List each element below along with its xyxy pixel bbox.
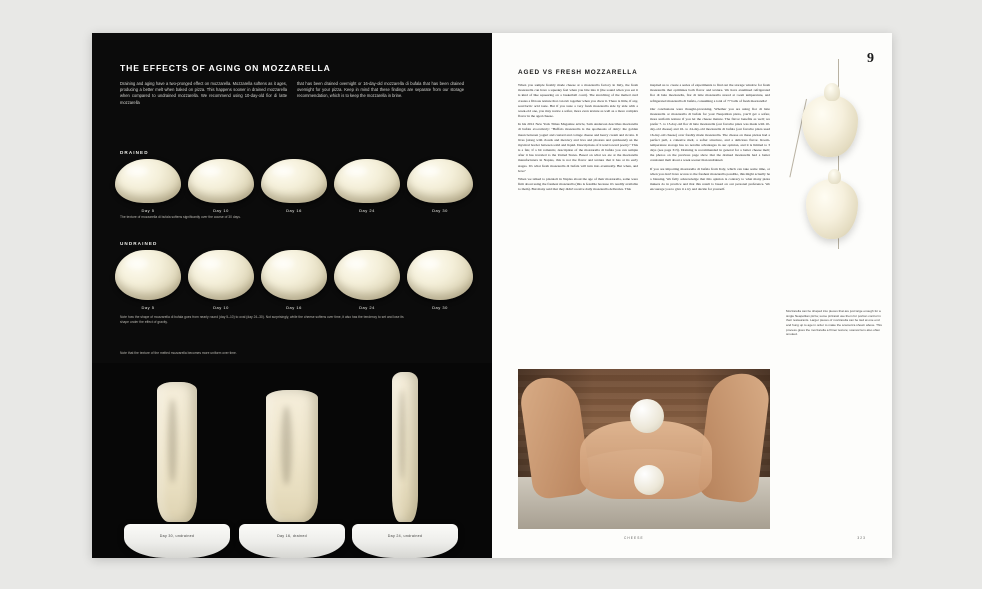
sample-cell <box>187 159 255 213</box>
mozzarella-ball-photo <box>115 250 181 300</box>
day-label: Day 16 <box>286 305 302 310</box>
mozzarella-ball-photo <box>407 250 473 300</box>
drained-sample-row <box>114 159 474 213</box>
undrained-sample-row <box>114 250 474 310</box>
scamorza-upper <box>802 95 858 157</box>
sample-cell <box>333 250 401 310</box>
mozzarella-ball-photo <box>115 159 181 203</box>
footer-chapter: CHEESE <box>624 536 644 540</box>
day-label: Day 16 <box>286 208 302 213</box>
sample-cell <box>333 159 401 213</box>
day-label: Day 10 <box>213 305 229 310</box>
day-label: Day 24 <box>359 305 375 310</box>
mozzarella-ball-photo <box>261 250 327 300</box>
bowl <box>124 524 230 558</box>
page-number: 9 <box>867 51 874 66</box>
sample-cell <box>114 250 182 310</box>
paragraph: If you are importing mozzarella di bufala from Italy, which can take some time, or when you don't have access to the freshest mozzarella possible, this might actually be a blessing. We fully acknowledge that this opinion is contrary to what many pizza makers do in practice and that this result is based on our personal preference. We encourage you to give it a try and decide for yourself. <box>650 166 770 192</box>
mozzarella-ball-photo <box>188 250 254 300</box>
side-caption: Mozzarella can be shaped into pieces that are just large enough for a single Neapolitan pizza; some pizzaioli use them for portion control in their restaurants. Larger pieces of mozzarella can be tied at one end and hung up to age in order to make the scamorza shown above. This process gives the mozzarella a firmer texture; scamorza is also often smoked. <box>786 309 882 337</box>
day-label: Day 5 <box>141 305 155 310</box>
caption-drained: The texture of mozzarella di bufala softens significantly over the course of 30 days. <box>120 215 241 219</box>
paragraph: When you sample freshly made cheese at a mozzarella factory in Italy, the fresh mozzarella can have a squeaky feel when you bite into it (the sound when you eat it is kind of like squeezing on a basketball court). The stretching of the melted curd creates a fibrous texture that can rub together when you chew it. There is little, if any, sour/lactic acid taste. But if you taste a very fresh mozzarella side by side with a week-old one, you may notice a softer, more even texture as well as a more complex flavor in the aged cheese. <box>518 83 638 119</box>
photo-mozzarella-ball-top <box>630 399 664 433</box>
bowl <box>352 524 458 558</box>
melt-sample-2 <box>237 390 347 558</box>
section-label-drained: DRAINED <box>120 150 149 155</box>
day-label: Day 5 <box>141 208 155 213</box>
melt-sample-1 <box>122 382 232 558</box>
day-label: Day 10 <box>213 208 229 213</box>
paragraph: inspired us to create a series of experiments to find out the storage window for fresh mozzarella that optimizes both flavor and texture. We have examined refrigerated fior di latte mozzarella, fior di latte mozzarella stored at room temperature, and refrigerated mozzarella di bufala, consuming a total of 77 balls of fresh mozzarella! <box>650 83 770 103</box>
left-page <box>92 33 492 558</box>
mozzarella-ball-photo <box>407 159 473 203</box>
cheese-pull-photo <box>157 382 197 522</box>
bowl-label: Day 16, drained <box>277 534 307 538</box>
photo-mozzarella-ball-bottom <box>634 465 664 495</box>
bowl <box>239 524 345 558</box>
sample-cell <box>260 159 328 213</box>
cheese-pull-photo <box>266 390 318 522</box>
left-page-header <box>120 63 464 106</box>
paragraph: In his 2012 New York Times Magazine article, Sam Anderson describes mozzarella di bufala evocatively: "Buffalo mozzarella is the apotheosis of dairy: the golden mean between yogurt and custard and cottage cheese and heavy cream and ricotta. It lives (along with clouds and mercury and lava and photons and quicksand) on the mystical border between solid and liquid. Descriptions of it tend toward poetry." This is a fair, if a bit romantic, description of the mozzarella di bufala you can sample after it has traveled to the United States. Based on what we ate at the mozzarella manufacturers in Naples, this is not the flavor and texture that it has at its early stages. It's what fresh mozzarella di bufala will turn into eventually. But when, and how? <box>518 122 638 173</box>
sample-cell <box>187 250 255 310</box>
mozzarella-ball-photo <box>334 250 400 300</box>
body-column-2 <box>650 83 770 195</box>
scamorza-lower <box>806 179 858 239</box>
right-page <box>492 33 892 558</box>
mozzarella-ball-photo <box>261 159 327 203</box>
hanging-cheese-photo <box>776 59 884 289</box>
intro-columns <box>120 81 464 106</box>
section-title: AGED VS FRESH MOZZARELLA <box>518 69 638 76</box>
caption-melt: Note that the texture of the melted mozzarella becomes more uniform over time. <box>120 351 237 355</box>
day-label: Day 30 <box>432 208 448 213</box>
page-title: THE EFFECTS OF AGING ON MOZZARELLA <box>120 63 331 73</box>
sample-cell <box>260 250 328 310</box>
melt-sample-3 <box>350 372 460 558</box>
paragraph: When we talked to pizzaioli in Naples about the age of their mozzarella, some were firm about using the freshest mozzarella (this is feasible because it's readily available to them). But many said that they didn't receive daily mozzarella deliveries. This <box>518 176 638 192</box>
day-label: Day 30 <box>432 305 448 310</box>
sample-cell <box>114 159 182 213</box>
book-spread <box>92 33 892 558</box>
intro-column-2: that has been drained overnight or 16-day-old mozzarella di bufala that has been drained overnight for your pizza. Keep in mind that these findings are separate from our storage recommendation, which is to keep the mozzarella in brine. <box>297 81 464 99</box>
sample-cell <box>406 159 474 213</box>
mozzarella-ball-photo <box>188 159 254 203</box>
bowl-label: Day 24, undrained <box>387 534 423 538</box>
footer-page-number: 323 <box>857 536 866 540</box>
bowl-label: Day 30, undrained <box>159 534 195 538</box>
caption-undrained: Note how the shape of mozzarella di bufala goes from nearly round (day 5–10) to oval (day 24–30). Not surprisingly, while the cheese softens over time, it also has the tendency to set and lose its shape under the effect of gravity. <box>120 315 404 324</box>
cheesemaking-photo <box>518 369 770 529</box>
melted-cheese-photo <box>92 363 492 558</box>
cheese-pull-photo <box>392 372 418 522</box>
paragraph: Our conclusions were thought-provoking. Whether you are using fior di latte mozzarella or mozzarella di bufala for your Neapolitan pizza, you'll get a softer, more uniform texture if you let the cheese mature. The flavor benefits as well; we prefer 7- to 13-day-old fior di latte mozzarella (our favorite pizza was made with 10-day-old cheese) and 16- to 24-day-old mozzarella di bufala (our favorite pizza used 16-day-old cheese) over freshly made mozzarella. The cheese on these pizzas had a perfect pull, a cohesive melt, a softer structure, and a delicious flavor. Room-temperature storage has no notable advantages in our opinion, and it is limited to 3 days (see page 313). Draining is recommended in general for a better cheese melt; the photos on the previous page show that the drained mozzarella had a better consistent melt about a week sooner than undrained. <box>650 106 770 163</box>
sample-cell <box>406 250 474 310</box>
intro-column-1: Draining and aging have a two-pronged effect on mozzarella. Mozzarella softens as it ages, producing a better melt when baked on pizza. This happens sooner in drained mozzarella when compared to undrained mozzarella. We recommend using 10-day-old fior di latte mozzarella <box>120 81 287 105</box>
day-label: Day 24 <box>359 208 375 213</box>
body-column-1 <box>518 83 638 195</box>
mozzarella-ball-photo <box>334 159 400 203</box>
section-label-undrained: UNDRAINED <box>120 241 158 246</box>
body-columns <box>518 83 770 195</box>
